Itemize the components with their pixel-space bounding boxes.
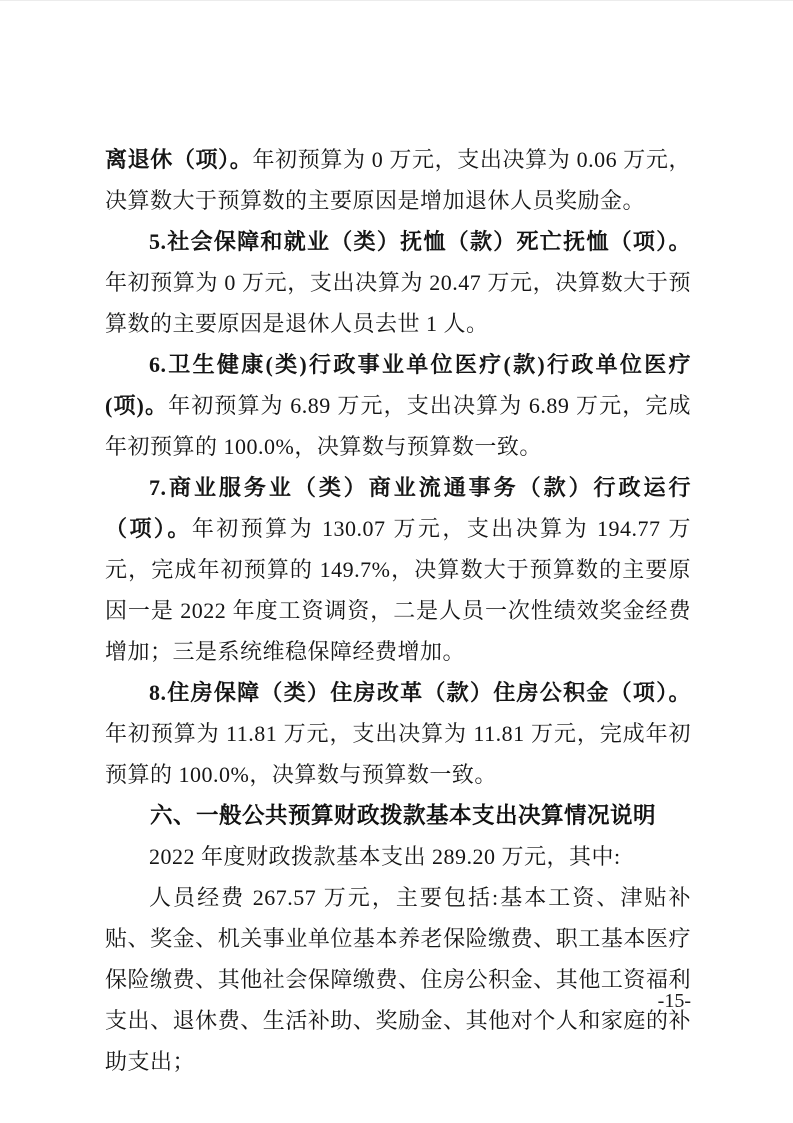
section-heading-six: 六、一般公共预算财政拨款基本支出决算情况说明 [150,803,657,828]
paragraph-body-text: 年初预算为 0 万元，支出决算为 0.06 万元，决算数大于预算数的主要原因是增加退休人员奖励金。 [105,147,691,213]
paragraph-personnel-funds: 人员经费 267.57 万元，主要包括:基本工资、津贴补贴、奖金、机关事业单位基本养老保险缴费、职工基本医疗保险缴费、其他社会保障缴费、住房公积金、其他工资福利支出、退休费、生活补助、奖励金、其他对个人和家庭的补助支出； [105,885,691,1074]
paragraph-body-text: 年初预算为 11.81 万元，支出决算为 11.81 万元，完成年初预算的 100.0%，决算数与预算数一致。 [105,721,691,787]
run-in-heading: 7.商业服务业（类）商业流通事务（款）行政运行（项）。 [105,475,691,541]
paragraph-body-text: 年初预算为 0 万元，支出决算为 20.47 万元，决算数大于预算数的主要原因是退休人员去世 1 人。 [105,270,691,336]
run-in-heading: 5.社会保障和就业（类）抚恤（款）死亡抚恤（项）。 [149,229,691,254]
paragraph-basic-expenditure-total: 2022 年度财政拨款基本支出 289.20 万元，其中: [149,844,621,869]
paragraph-body-text: 年初预算为 130.07 万元，支出决算为 194.77 万元，完成年初预算的 149.7%，决算数大于预算数的主要原因一是 2022 年度工资调资，二是人员一次性绩效奖金经费增加；三是系统维稳保障经费增加。 [105,516,691,664]
paragraph-item8-zhufang [105,672,691,795]
paragraph-item5-fuxu [105,221,691,344]
page-number: -15- [657,990,691,1012]
run-in-heading: 6.卫生健康(类)行政事业单位医疗(款)行政单位医疗(项)。 [105,352,691,418]
paragraph-lixiu-continuation [105,139,691,221]
paragraph-item7-shangye [105,467,691,672]
run-in-heading: 离退休（项）。 [105,147,253,172]
paragraph-body-text: 年初预算为 6.89 万元，支出决算为 6.89 万元，完成年初预算的 100.0%，决算数与预算数一致。 [105,393,691,459]
text-block [105,139,691,1082]
paragraph-item6-weisheng [105,344,691,467]
run-in-heading: 8.住房保障（类）住房改革（款）住房公积金（项）。 [149,680,691,705]
